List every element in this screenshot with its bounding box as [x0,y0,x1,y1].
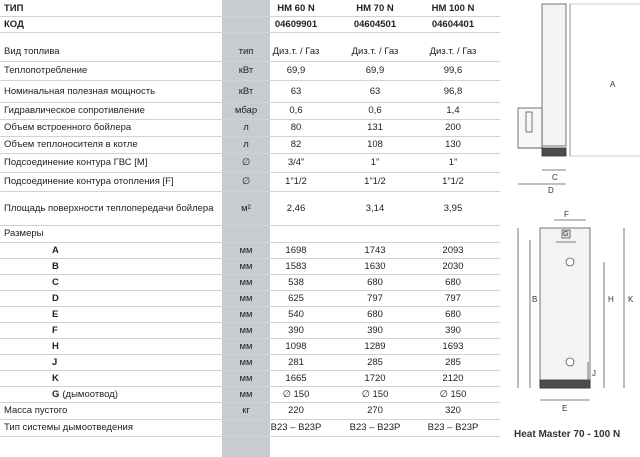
row-value-3: 1693 [442,340,464,352]
row-label [4,122,131,133]
row-value-2: 131 [367,122,383,133]
row-value-2: Диз.т. / Газ [351,46,399,57]
row-unit: мм [239,276,253,288]
side-label-c: C [552,173,558,182]
row-label-text: Объем теплоносителя в котле [4,139,138,150]
row-value-1: 1698 [285,244,307,256]
table-row [0,322,500,339]
row-value-3: 04604401 [431,18,475,30]
row-value-3: 200 [445,122,461,133]
row-unit: мм [239,244,253,256]
table-row [0,274,500,291]
front-label-f: F [564,210,569,219]
row-value-3: 1,4 [446,105,460,116]
row-value-2: 0,6 [368,105,382,116]
row-label [4,422,133,433]
row-label [4,19,24,30]
row-value-3: 285 [445,356,461,368]
row-value-3: 390 [445,324,461,336]
row-unit: м² [241,202,251,214]
row-label [52,277,59,288]
row-label-text: Размеры [4,228,44,239]
row-value-1: 540 [288,308,304,320]
side-label-a: A [610,80,616,89]
front-label-j: J [592,369,596,378]
row-value-2: 270 [367,405,383,416]
row-value-3: 2120 [442,372,464,384]
row-value-1: 220 [288,405,304,416]
front-label-e: E [562,404,568,413]
row-label-text: Гидравлическое сопротивление [4,105,145,116]
row-value-2: B23 – B23P [349,422,401,433]
row-label [4,65,87,76]
row-unit: кВт [238,65,254,76]
row-unit: мм [239,372,253,384]
row-value-2: 108 [367,139,383,150]
row-label-text: A [52,244,59,256]
row-unit: мм [239,324,253,336]
row-value-3: 680 [445,276,461,288]
row-value-1: 1”1/2 [285,176,307,187]
boiler-drawings [500,0,640,457]
row-value-1: 1098 [285,340,307,352]
row-sublabel: (дымоотвод) [62,388,118,400]
row-value-2: HM 70 N [356,2,394,14]
row-label-text: Теплопотребление [4,65,88,76]
row-unit: ∅ [241,157,251,168]
row-value-1: HM 60 N [277,2,315,14]
row-label-text: J [52,356,58,368]
table-row [0,290,500,307]
row-value-1: 0,6 [289,105,303,116]
row-label [4,46,60,57]
table-row [0,153,500,173]
table-row [0,172,500,192]
row-value-2: 285 [367,356,383,368]
row-unit: тип [238,46,254,57]
row-value-3: 1”1/2 [442,176,464,187]
row-value-3: B23 – B23P [427,422,479,433]
row-label [4,3,23,14]
row-value-1: 1665 [285,372,307,384]
row-label [52,341,59,352]
row-label-text: C [52,276,59,288]
table-row [0,258,500,275]
table-row [0,16,500,33]
row-value-3: 96,8 [443,85,463,97]
row-value-1: 04609901 [274,18,318,30]
row-value-1: ∅ 150 [282,388,310,400]
front-label-k: K [628,295,634,304]
row-value-3: 680 [445,308,461,320]
row-value-3: 2093 [442,244,464,256]
table-row [0,119,500,137]
row-value-3: 320 [445,405,461,416]
row-unit: мбар [234,105,258,116]
row-label-text: Подсоединение контура ГВС [M] [4,157,148,168]
row-value-1: 80 [290,122,302,133]
table-row [0,136,500,154]
row-label-text: Масса пустого [4,405,68,416]
row-unit: мм [239,308,253,320]
table-row [0,306,500,323]
row-value-1: Диз.т. / Газ [272,46,320,57]
row-unit: кг [242,405,250,416]
row-value-1: 1583 [285,260,307,272]
row-label-text: G [52,388,60,400]
row-value-2: 1” [370,157,380,168]
row-label [4,157,147,168]
table-row [0,354,500,371]
row-value-2: 1743 [364,244,386,256]
row-value-3: 2030 [442,260,464,272]
row-value-1: 69,9 [286,65,306,76]
row-label-text: F [52,324,58,336]
row-value-1: 82 [290,139,302,150]
row-value-2: 1289 [364,340,386,352]
row-value-1: 63 [290,85,302,97]
row-unit: ∅ [241,176,251,187]
row-value-1: 281 [288,356,304,368]
table-row [0,42,500,62]
row-unit: мм [239,340,253,352]
row-unit: мм [239,356,253,368]
table-row [0,242,500,259]
row-value-2: 680 [367,276,383,288]
row-label [4,203,214,214]
row-label-text: Подсоединение контура отопления [F] [4,176,174,187]
row-unit: мм [239,260,253,272]
row-label [4,228,43,239]
row-unit: л [243,139,249,150]
row-label [4,139,138,150]
row-label [52,325,58,336]
row-label [52,373,59,384]
row-label-text: K [52,372,59,384]
row-label-text: КОД [4,18,24,30]
row-value-3: 797 [445,292,461,304]
table-row [0,402,500,420]
row-label-text: Тип системы дымоотведения [4,422,133,433]
row-label [4,405,67,416]
table-row [0,225,500,243]
row-label-text: H [52,340,59,352]
row-label-text: Объем встроенного бойлера [4,122,132,133]
row-value-1: 2,46 [286,202,306,214]
row-value-1: 3/4” [287,157,305,168]
row-label-text: B [52,260,59,272]
row-unit: кВт [238,85,254,97]
row-label [52,357,57,368]
row-unit: мм [239,388,253,400]
row-value-3: 130 [445,139,461,150]
table-row [0,370,500,387]
table-row [0,0,500,17]
row-label-text: E [52,308,59,320]
row-unit: л [243,122,249,133]
row-value-2: 1”1/2 [364,176,386,187]
row-value-3: 3,95 [443,202,463,214]
row-value-1: 538 [288,276,304,288]
row-unit: мм [239,292,253,304]
row-value-1: 625 [288,292,304,304]
row-label-text: Номинальная полезная мощность [4,85,156,97]
row-label [52,245,59,256]
row-label [4,176,174,187]
side-label-d: D [548,186,554,195]
front-view [518,220,624,400]
row-label [52,389,118,400]
drawing-caption: Heat Master 70 - 100 N [514,429,621,440]
table-row [0,338,500,355]
row-value-2: 390 [367,324,383,336]
table-row [0,191,500,226]
row-value-1: 390 [288,324,304,336]
table-row [0,61,500,81]
table-row [0,419,500,437]
row-label [52,261,59,272]
side-view [518,4,640,184]
row-label-text: D [52,292,59,304]
table-row [0,80,500,103]
row-value-2: ∅ 150 [361,388,389,400]
row-label-text: Вид топлива [4,46,60,57]
row-value-2: 797 [367,292,383,304]
row-value-2: 1630 [364,260,386,272]
front-label-g: G [563,231,569,238]
row-value-3: 1” [448,157,458,168]
row-value-2: 1720 [364,372,386,384]
front-label-b: B [532,295,538,304]
row-label [52,293,59,304]
table-row [0,102,500,120]
row-value-2: 3,14 [365,202,385,214]
row-value-3: Диз.т. / Газ [429,46,477,57]
row-value-3: 99,6 [443,65,463,76]
row-value-3: ∅ 150 [439,388,467,400]
row-label [4,86,155,97]
row-value-2: 63 [369,85,381,97]
row-value-3: HM 100 N [431,2,475,14]
row-label [4,105,145,116]
table-row [0,386,500,403]
row-value-2: 04604501 [353,18,397,30]
row-value-2: 69,9 [365,65,385,76]
row-label [52,309,58,320]
row-value-2: 680 [367,308,383,320]
row-label-text: Площадь поверхности теплопередачи бойлера [4,202,214,214]
row-label-text: ТИП [4,2,24,14]
front-label-h: H [608,295,614,304]
row-value-1: B23 – B23P [270,422,322,433]
